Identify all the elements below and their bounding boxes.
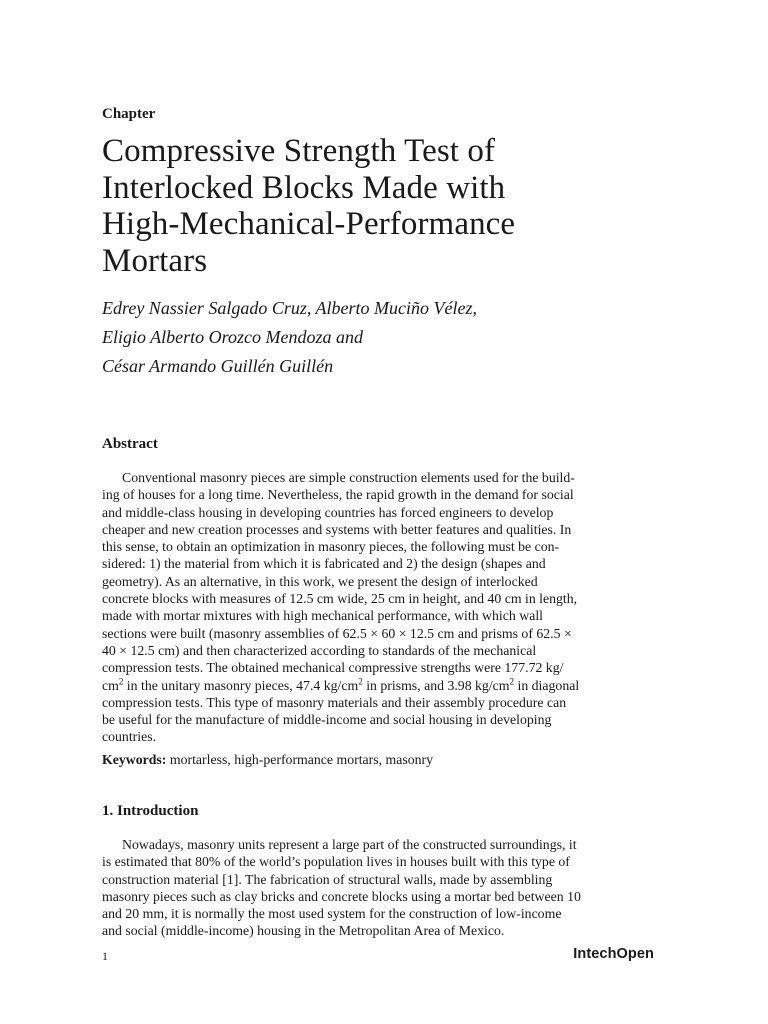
abstract-line: compression tests. The obtained mechanical compressive strengths were 177.72 kg/ [102,660,564,676]
abstract-text: cm [102,677,119,693]
keywords-text: mortarless, high-performance mortars, masonry [166,752,434,767]
chapter-label: Chapter [102,106,156,122]
intro-line: Nowadays, masonry units represent a large part of the constructed surroundings, it [122,837,577,852]
chapter-title [102,133,662,279]
abstract-line: sections were built (masonry assemblies of 62.5 × 60 × 12.5 cm and prisms of 62.5 × [102,625,572,641]
abstract-line: Conventional masonry pieces are simple construction elements used for the build- [122,470,575,485]
abstract-heading: Abstract [102,436,158,452]
abstract-line: geometry). As an alternative, in this work, we present the design of interlocked [102,573,538,589]
abstract-text: in diagonal [514,677,580,693]
intro-line: is estimated that 80% of the world’s population lives in houses built with this type of [102,854,570,870]
section-heading-introduction: 1. Introduction [102,803,199,819]
intro-line: and 20 mm, it is normally the most used system for the construction of low-income [102,906,562,922]
title-line: Compressive Strength Test of [102,133,496,169]
superscript: 2 [118,675,124,686]
title-line: Mortars [102,242,208,279]
abstract-line: made with mortar mixtures with high mechanical performance, with which wall [102,608,543,624]
intro-line: and social (middle-income) housing in the Metropolitan Area of Mexico. [102,923,505,939]
abstract-line: this sense, to obtain an optimization in masonry pieces, the following must be con- [102,539,560,555]
title-line: High-Mechanical-Performance [102,206,516,242]
author-line: César Armando Guillén Guillén [102,356,334,376]
keywords-label: Keywords: [102,752,167,767]
superscript: 2 [358,675,363,686]
abstract-text: in prisms, and 3.98 kg/cm [362,677,510,693]
superscript: 2 [509,675,515,686]
abstract-line: cheaper and new creation processes and systems with better features and qualities. In [102,521,572,537]
abstract-line: ing of houses for a long time. Nevertheless, the rapid growth in the demand for social [102,487,574,503]
abstract-line: countries. [102,729,157,745]
page-number: 1 [102,949,108,963]
intro-line: construction material [1]. The fabrication of structural walls, made by assembling [102,871,553,887]
abstract-line: and middle-class housing in developing countries has forced engineers to develop [102,504,554,520]
abstract-line: concrete blocks with measures of 12.5 cm wide, 25 cm in height, and 40 cm in length, [102,591,578,607]
intro-line: masonry pieces such as clay bricks and concrete blocks using a mortar bed between 10 [102,888,581,904]
introduction-body [102,836,654,940]
abstract-text: in the unitary masonry pieces, 47.4 kg/cm [123,677,359,693]
author-list [102,294,477,381]
abstract-body [102,469,654,746]
abstract-line: be useful for the manufacture of middle-income and social housing in developing [102,712,552,728]
publisher-logo: IntechOpen [573,946,654,962]
abstract-line [102,677,654,694]
author-line: Eligio Alberto Orozco Mendoza and [102,327,363,347]
title-line: Interlocked Blocks Made with [102,169,506,206]
abstract-line: compression tests. This type of masonry materials and their assembly procedure can [102,694,567,710]
abstract-line: sidered: 1) the material from which it is fabricated and 2) the design (shapes and [102,556,546,572]
keywords [102,752,433,768]
author-line: Edrey Nassier Salgado Cruz, Alberto Muciño Vélez, [102,298,477,318]
abstract-line: 40 × 12.5 cm) and then characterized according to standards of the mechanical [102,642,537,658]
